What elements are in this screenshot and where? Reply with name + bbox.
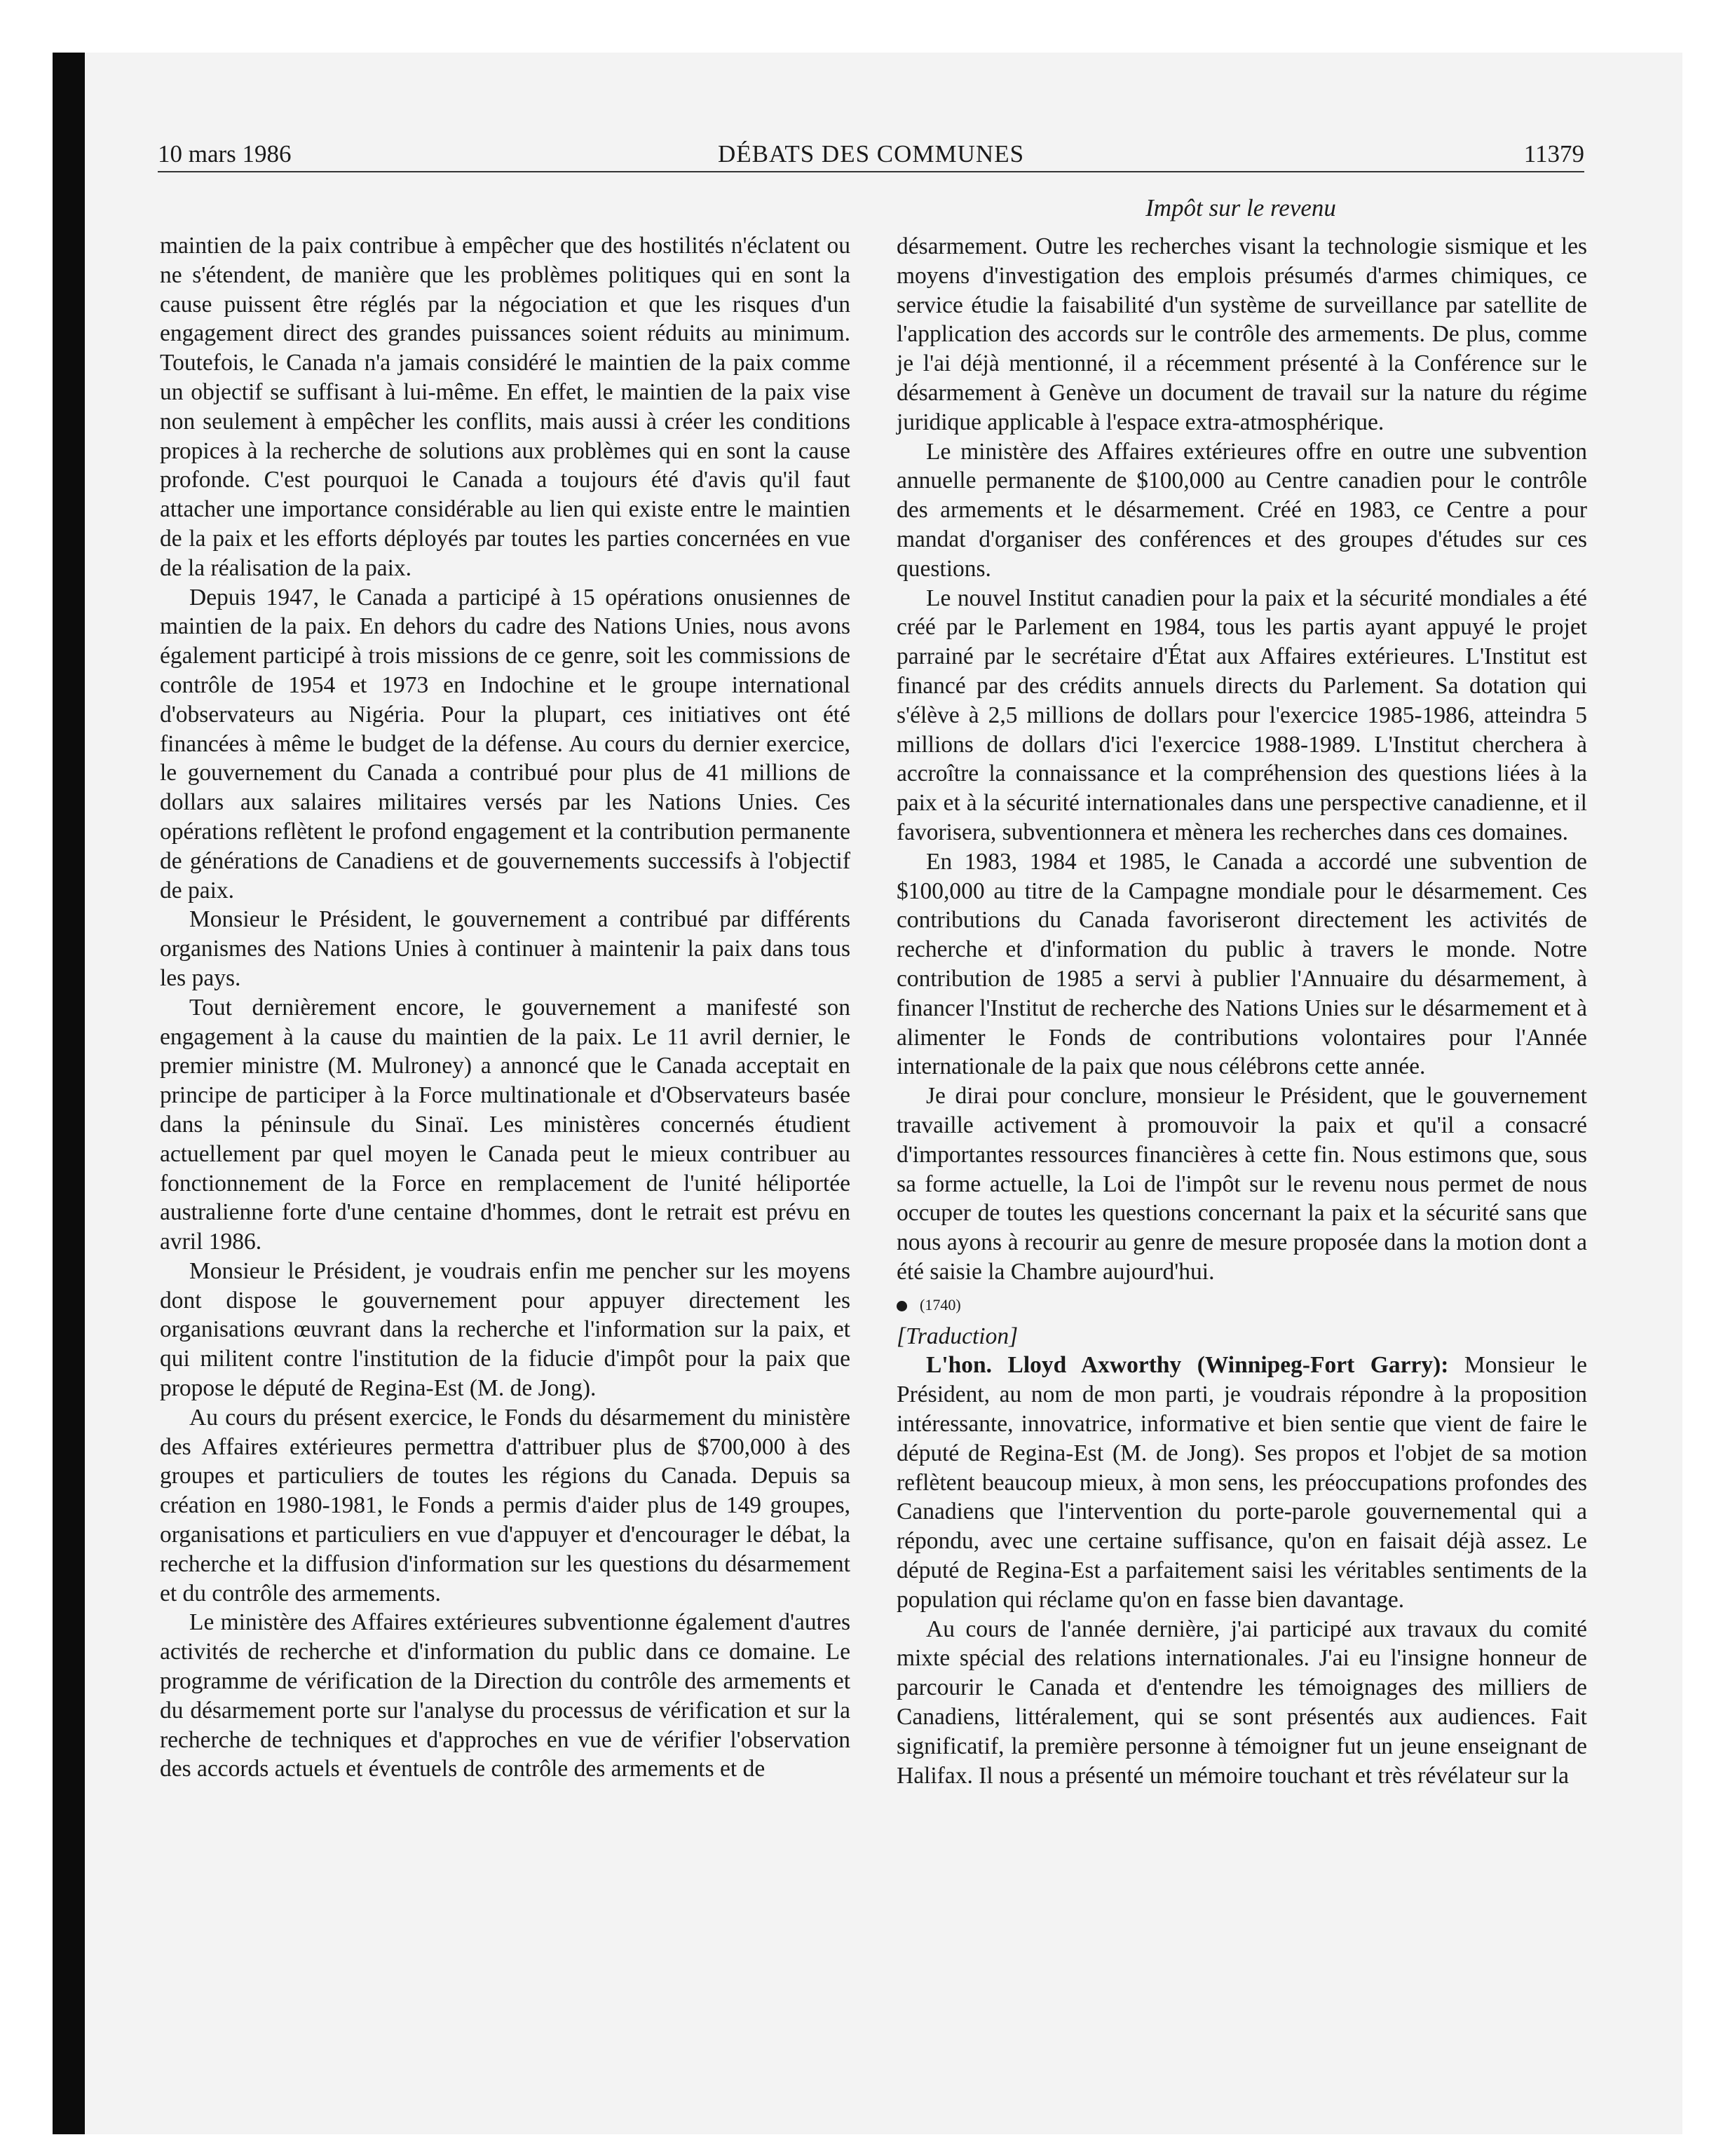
page-header (158, 139, 1584, 170)
header-date: 10 mars 1986 (158, 140, 292, 168)
time-marker-text: (1740) (920, 1295, 961, 1314)
header-rule (158, 171, 1584, 172)
speaker-text: Monsieur le Président, au nom de mon parti, je voudrais répondre à la proposition intéressante, innovatrice, informative et bien sentie que vient de faire le député de Regina-Est (M. de Jong). Ses propos et l'objet de sa motion reflètent beaucoup mieux, à mon sens, les préoccupations profondes des Canadiens que l'intervention du porte-parole gouvernemental qui a répondu, avec une certaine suffisance, qu'on en faisait déjà assez. Le député de Regina-Est a parfaitement saisi les véritables sentiments de la population qui réclame qu'on en fasse bien davantage. (897, 1352, 1587, 1613)
header-page-number: 11379 (1523, 140, 1584, 168)
left-column (160, 231, 850, 1784)
running-head: Impôt sur le revenu (1145, 194, 1336, 221)
paragraph: Depuis 1947, le Canada a participé à 15 opérations onusiennes de maintien de la paix. En dehors du cadre des Nations Unies, nous avons également participé à trois missions de ce genre, soit les commissions de contrôle de 1954 et 1973 en Indochine et le groupe international d'observateurs au Nigéria. Pour la plupart, ces initiatives ont été financées à même le budget de la défense. Au cours du dernier exercice, le gouvernement du Canada a contribué pour plus de 41 millions de dollars aux salaires militaires versés par les Nations Unies. Ces opérations reflètent le profond engagement et la contribution permanente de générations de Canadiens et de gouvernements successifs à l'objectif de paix. (160, 584, 850, 903)
paragraph: Le ministère des Affaires extérieures subventionne également d'autres activités de recherche et d'information du public dans ce domaine. Le programme de vérification de la Direction du contrôle des armements et du désarmement porte sur l'analyse du processus de vérification et sur la recherche de techniques et d'approches en vue de vérifier l'observation des accords actuels et éventuels de contrôle des armements et de (160, 1609, 850, 1782)
binding-edge (53, 53, 85, 2134)
paragraph: Le ministère des Affaires extérieures offre en outre une subvention annuelle permanente de $100,000 au Centre canadien pour le contrôle des armements et le désarmement. Créé en 1983, ce Centre a pour mandat d'organiser des conférences et des groupes d'études sur ces questions. (897, 438, 1587, 582)
right-column (897, 232, 1587, 1790)
paragraph: Au cours du présent exercice, le Fonds du désarmement du ministère des Affaires extérieures permettra d'attribuer plus de $700,000 à des groupes et particuliers de toutes les régions du Canada. Depuis sa création en 1980-1981, le Fonds a permis d'aider plus de 149 groupes, organisations et particuliers en vue d'appuyer et d'encourager le débat, la recherche et la diffusion d'information sur les questions du désarmement et du contrôle des armements. (160, 1404, 850, 1606)
time-marker (897, 1291, 1587, 1319)
paragraph: Le nouvel Institut canadien pour la paix et la sécurité mondiales a été créé par le Parlement en 1984, tous les partis ayant appuyé le projet parrainé par le secrétaire d'État aux Affaires extérieures. L'Institut est financé par des crédits annuels directs du Parlement. Sa dotation qui s'élève à 2,5 millions de dollars pour l'exercice 1985-1986, atteindra 5 millions de dollars d'ici l'exercice 1988-1989. L'Institut cherchera à accroître la connaissance et la compréhension des questions liées à la paix et à la sécurité internationales dans une perspective canadienne, et il favorisera, subventionnera et mènera les recherches dans ces domaines. (897, 585, 1587, 845)
speaker-paragraph (897, 1351, 1587, 1614)
paragraph: En 1983, 1984 et 1985, le Canada a accordé une subvention de $100,000 au titre de la Campagne mondiale pour le désarmement. Ces contributions du Canada favoriseront directement les activités de recherche et d'information du public à travers le monde. Notre contribution de 1985 a servi à publier l'Annuaire du désarmement, à financer l'Institut de recherche des Nations Unies sur le désarmement et à alimenter le Fonds de contributions volontaires pour l'Année internationale de la paix que nous célébrons cette année. (897, 848, 1587, 1080)
speaker-name: L'hon. Lloyd Axworthy (Winnipeg-Fort Garry): (926, 1352, 1449, 1379)
paragraph: Monsieur le Président, le gouvernement a contribué par différents organismes des Nations Unies à continuer à maintenir la paix dans tous les pays. (160, 906, 850, 991)
paragraph: Je dirai pour conclure, monsieur le Président, que le gouvernement travaille activement à promouvoir la paix et qu'il a consacré d'importantes ressources financières à cette fin. Nous estimons que, sous sa forme actuelle, la Loi de l'impôt sur le revenu nous permet de nous occuper de toutes les questions concernant la paix et la sécurité sans que nous ayons à recourir au genre de mesure proposée dans la motion dont a été saisie la Chambre aujourd'hui. (897, 1083, 1587, 1285)
header-title: DÉBATS DES COMMUNES (717, 140, 1025, 168)
paragraph: désarmement. Outre les recherches visant la technologie sismique et les moyens d'investigation des emplois présumés d'armes chimiques, ce service étudie la faisabilité d'un système de surveillance par satellite de l'application des accords sur le contrôle des armements. De plus, comme je l'ai déjà mentionné, il a récemment présenté à la Conférence sur le désarmement à Genève un document de travail sur la nature du régime juridique applicable à l'espace extra-atmosphérique. (897, 233, 1587, 435)
bullet-icon (897, 1301, 907, 1311)
paragraph: Tout dernièrement encore, le gouvernement a manifesté son engagement à la cause du maintien de la paix. Le 11 avril dernier, le premier ministre (M. Mulroney) a annoncé que le Canada acceptait en principe de participer à la Force multinationale et d'Observateurs basée dans la péninsule du Sinaï. Les ministères concernés étudient actuellement par quel moyen le Canada peut le mieux contribuer au fonctionnement de la Force en remplacement de l'unité héliportée australienne forte d'une centaine d'hommes, dont le retrait est prévu en avril 1986. (160, 994, 850, 1255)
paragraph: maintien de la paix contribue à empêcher que des hostilités n'éclatent ou ne s'étendent, de manière que les problèmes politiques qui en sont la cause puissent être réglés par la négociation et que les risques d'un engagement direct des grandes puissances soient réduits au minimum. Toutefois, le Canada n'a jamais considéré le maintien de la paix comme un objectif se suffisant à lui-même. En effet, le maintien de la paix vise non seulement à empêcher les conflits, mais aussi à créer les conditions propices à la recherche de solutions aux problèmes qui en sont la cause profonde. C'est pourquoi le Canada a toujours été d'avis qu'il faut attacher une importance considérable au lien qui existe entre le maintien de la paix et les efforts déployés par toutes les parties concernées en vue de la réalisation de la paix. (160, 233, 850, 581)
paragraph: Monsieur le Président, je voudrais enfin me pencher sur les moyens dont dispose le gouvernement pour appuyer directement les organisations œuvrant dans la recherche et l'information sur la paix, et qui militent contre l'institution de la fiducie d'impôt pour la paix que propose le député de Regina-Est (M. de Jong). (160, 1257, 850, 1402)
paragraph: Au cours de l'année dernière, j'ai participé aux travaux du comité mixte spécial des relations internationales. J'ai eu l'insigne honneur de parcourir le Canada et d'entendre les témoignages des milliers de Canadiens, littéralement, qui se sont présentés aux audiences. Fait significatif, la première personne à témoigner fut un jeune enseignant de Halifax. Il nous a présenté un mémoire touchant et très révélateur sur la (897, 1616, 1587, 1789)
translation-note: [Traduction] (897, 1323, 1019, 1349)
